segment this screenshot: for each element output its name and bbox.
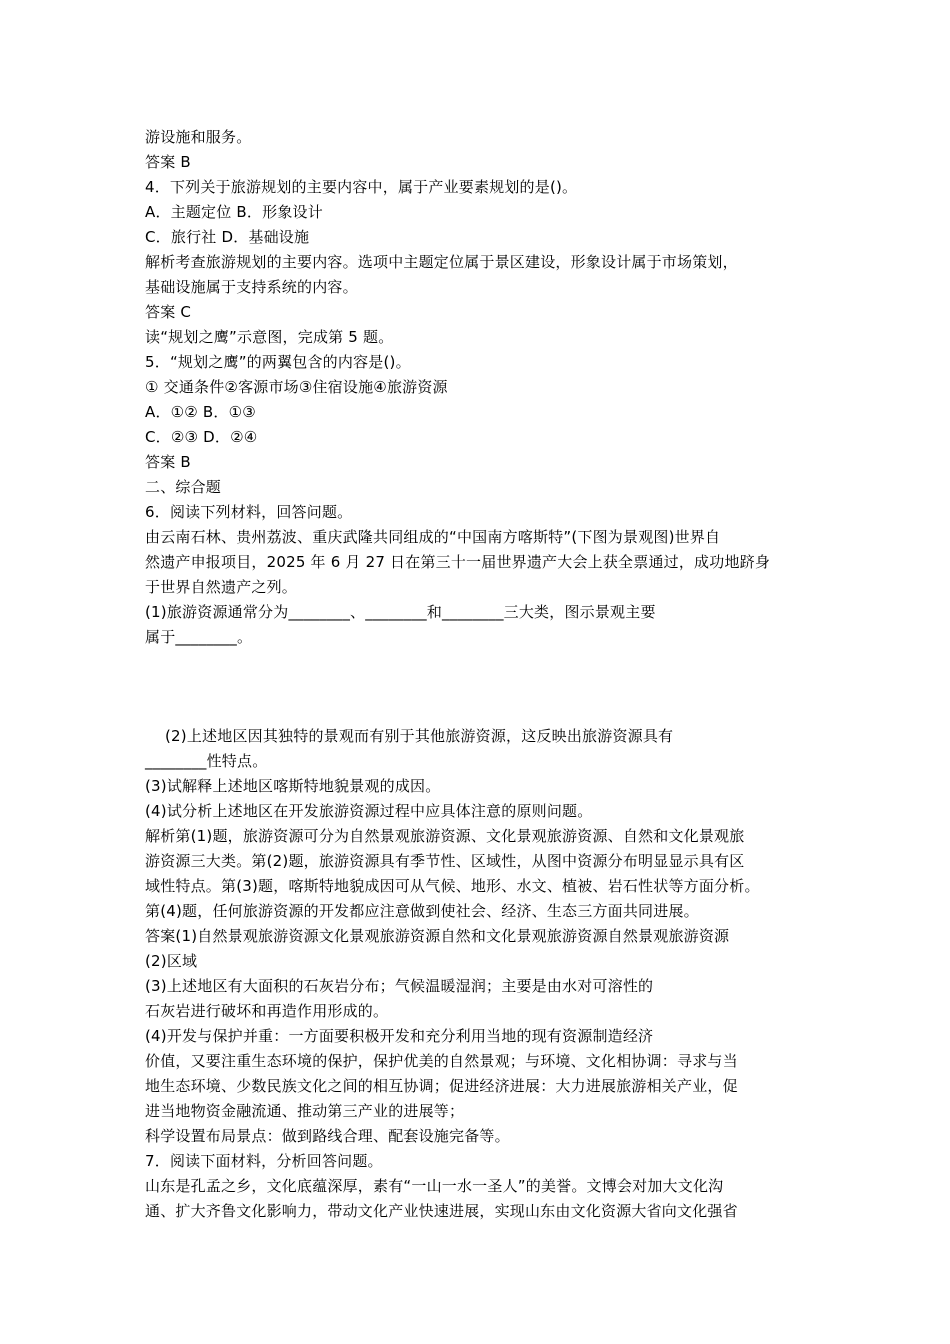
subquestion-line: (3)试解释上述地区喀斯特地貌景观的成因。	[145, 777, 441, 795]
analysis-line: 解析第(1)题，旅游资源可分为自然景观旅游资源、文化景观旅游资源、自然和文化景观旅	[145, 827, 745, 845]
text-line: 通、扩大齐鲁文化影响力，带动文化产业快速进展，实现山东由文化资源大省向文化强省	[145, 1202, 738, 1220]
subquestion-line: (1)旅游资源通常分为________、________和________三大类，图示景观主要	[145, 603, 656, 621]
answer-line: 石灰岩进行破坏和再造作用形成的。	[145, 1002, 389, 1020]
answer-line: 科学设置布局景点：做到路线合理、配套设施完备等。	[145, 1127, 510, 1145]
option-line: A．主题定位 B．形象设计	[145, 203, 323, 221]
question-line: 4．下列关于旅游规划的主要内容中，属于产业要素规划的是()。	[145, 178, 578, 196]
question-line: 7．阅读下面材料，分析回答问题。	[145, 1152, 383, 1170]
text-line: 读“规划之鹰”示意图，完成第 5 题。	[145, 328, 394, 346]
option-line: C．②③ D．②④	[145, 428, 258, 446]
answer-line: 答案 C	[145, 303, 192, 321]
answer-line: (4)开发与保护并重：一方面要积极开发和充分利用当地的现有资源制造经济	[145, 1027, 654, 1045]
subquestion-line: (2)上述地区因其独特的景观而有别于其他旅游资源，这反映出旅游资源具有	[165, 727, 674, 745]
analysis-line: 基础设施属于支持系统的内容。	[145, 278, 358, 296]
answer-line: 答案 B	[145, 453, 191, 471]
answer-line: 价值，又要注重生态环境的保护，保护优美的自然景观；与环境、文化相协调：寻求与当	[145, 1052, 738, 1070]
text-line: 山东是孔孟之乡，文化底蕴深厚，素有“一山一水一圣人”的美誉。文博会对加大文化沟	[145, 1177, 724, 1195]
subquestion-line: ________性特点。	[145, 752, 268, 770]
text-line: 由云南石林、贵州荔波、重庆武隆共同组成的“中国南方喀斯特”(下图为景观图)世界自	[145, 528, 721, 546]
question-line: 5．“规划之鹰”的两翼包含的内容是()。	[145, 353, 411, 371]
text-line: 于世界自然遗产之列。	[145, 578, 298, 596]
answer-line: 答案 B	[145, 153, 191, 171]
answer-line: 进当地物资金融流通、推动第三产业的进展等；	[145, 1102, 465, 1120]
analysis-line: 域性特点。第(3)题，喀斯特地貌成因可从气候、地形、水文、植被、岩石性状等方面分析。	[145, 877, 760, 895]
text-line: 游设施和服务。	[145, 128, 252, 146]
text-line: 然遗产申报项目，2025 年 6 月 27 日在第三十一届世界遗产大会上获全票通过，成功地跻身	[145, 553, 771, 571]
analysis-line: 解析考查旅游规划的主要内容。选项中主题定位属于景区建设，形象设计属于市场策划，	[145, 253, 738, 271]
answer-line: (3)上述地区有大面积的石灰岩分布；气候温暖湿润；主要是由水对可溶性的	[145, 977, 654, 995]
analysis-line: 第(4)题，任何旅游资源的开发都应注意做到使社会、经济、生态三方面共同进展。	[145, 902, 699, 920]
analysis-line: 游资源三大类。第(2)题，旅游资源具有季节性、区域性，从图中资源分布明显显示具有区	[145, 852, 745, 870]
option-line: C．旅行社 D．基础设施	[145, 228, 310, 246]
answer-line: 答案(1)自然景观旅游资源文化景观旅游资源自然和文化景观旅游资源自然景观旅游资源	[145, 927, 730, 945]
option-line: A．①② B．①③	[145, 403, 256, 421]
answer-line: 地生态环境、少数民族文化之间的相互协调；促进经济进展：大力进展旅游相关产业，促	[145, 1077, 738, 1095]
section-heading: 二、综合题	[145, 478, 222, 496]
question-line: 6．阅读下列材料，回答问题。	[145, 503, 353, 521]
subquestion-line: (4)试分析上述地区在开发旅游资源过程中应具体注意的原则问题。	[145, 802, 593, 820]
subquestion-line: 属于________。	[145, 628, 253, 646]
text-line: ① 交通条件②客源市场③住宿设施④旅游资源	[145, 378, 448, 396]
answer-line: (2)区域	[145, 952, 198, 970]
